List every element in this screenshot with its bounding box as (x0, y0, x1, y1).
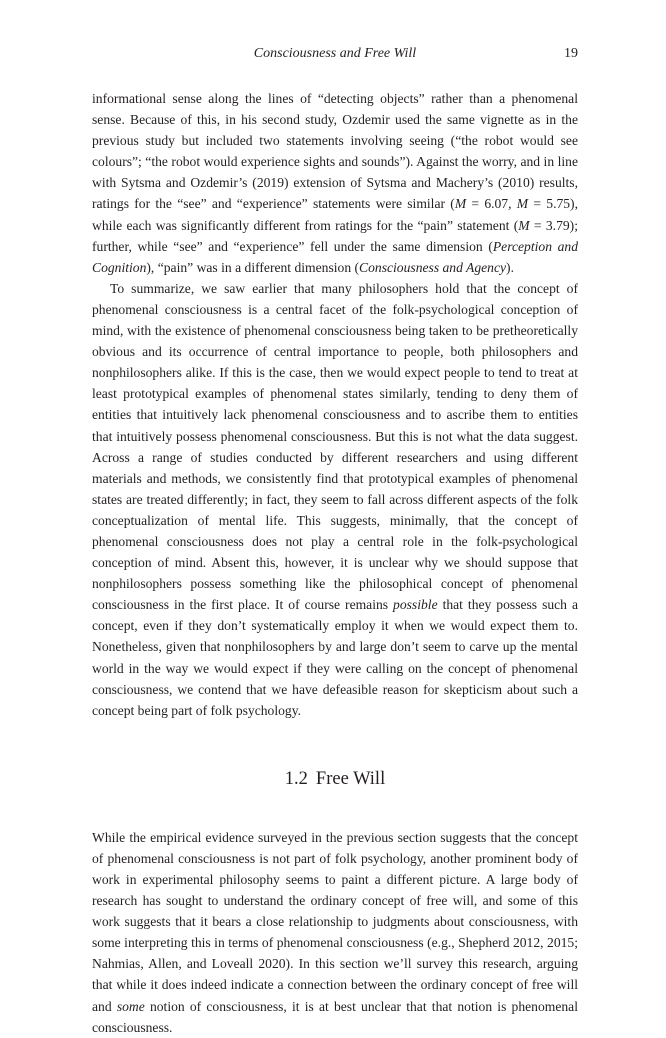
page-number: 19 (564, 46, 578, 61)
section-title: Free Will (315, 768, 386, 789)
section-number: 1.2 (284, 768, 308, 789)
math-symbol-mean: M (454, 196, 467, 212)
text-run: notion of consciousness, it is at best unclear that that notion is phenomenal consciousness. (92, 998, 578, 1035)
body-text (92, 88, 578, 1038)
text-run: informational sense along the lines of “detecting objects” rather than a phenomenal sense. Because of this, in his second study, Ozdemir used the same vignette as in the previous study but included two statements involving seeing (“the robot would see colours”; “the robot would experience sights and sounds”). Against the worry, and in line with Sytsma and Ozdemir’s (2019) extension of Sytsma and Machery’s (2010) results, ratings for the “see” and “experience” statements were similar ( (92, 91, 578, 212)
text-run: = 6.07, (466, 196, 517, 212)
text-run: ). (506, 259, 514, 275)
text-run: ), “pain” was in a different dimension ( (146, 259, 360, 275)
text-run: = 5.75), while each was significantly different from ratings for the “pain” statement ( (92, 196, 578, 233)
emphasis: possible (393, 597, 438, 613)
math-symbol-mean: M (516, 196, 529, 212)
text-run: that they possess such a concept, even if they don’t systematically employ it when we would expect them to. Nonetheless, given that nonphilosophers by and large don’t seem to carve up the mental world in the way we would expect if they were calling on the concept of phenomenal consciousness, we contend that we have defeasible reason for skepticism about such a concept being part of folk psychology. (92, 597, 578, 718)
dimension-name: Consciousness and Agency (359, 259, 507, 275)
text-run: To summarize, we saw earlier that many philosophers hold that the concept of phenomenal consciousness is a central facet of the folk-psychological conception of mind, with the existence of phenomenal consciousness being taken to be pretheoretically obvious and its occurrence of central importance to people, both philosophers and nonphilosophers alike. If this is the case, then we would expect people to tend to treat at least prototypical examples of phenomenal states similarly, tending to deny them of entities that intuitively lack phenomenal consciousness and to ascribe them to entities that intuitively possess phenomenal consciousness. But this is not what the data suggest. Across a range of studies conducted by different researchers and using different materials and methods, we consistently find that prototypical examples of phenomenal states are treated differently; in fact, they seem to fall across different aspects of the folk conceptualization of mental life. This suggests, minimally, that the concept of phenomenal consciousness does not play a central role in the folk-psychological conception of mind. Absent this, however, it is unclear why we should suppose that nonphilosophers possess something like the philosophical concept of phenomenal consciousness in the first place. It of course remains (92, 280, 578, 613)
paragraph-2 (92, 278, 578, 721)
paragraph-3 (92, 827, 578, 1038)
text-run: While the empirical evidence surveyed in the previous section suggests that the concept of phenomenal consciousness is not part of folk psychology, another prominent body of work in experimental philosophy seems to paint a different picture. A large body of research has sought to understand the ordinary concept of free will, and some of this work suggests that it bears a close relationship to judgments about consciousness, with some interpreting this in terms of phenomenal consciousness (e.g., Shepherd 2012, 2015; Nahmias, Allen, and Loveall 2020). In this section we’ll survey this research, arguing that while it does indeed indicate a connection between the ordinary concept of free will and (92, 829, 578, 1014)
math-symbol-mean: M (518, 217, 530, 233)
running-header (92, 44, 578, 64)
emphasis: some (116, 998, 145, 1014)
running-title: Consciousness and Free Will (253, 46, 417, 61)
text-run: = 3.79); further, while “see” and “experience” fell under the same dimension ( (92, 217, 578, 254)
section-heading (92, 767, 578, 791)
paragraph-1 (92, 88, 578, 278)
dimension-name: Perception and Cognition (92, 238, 578, 275)
